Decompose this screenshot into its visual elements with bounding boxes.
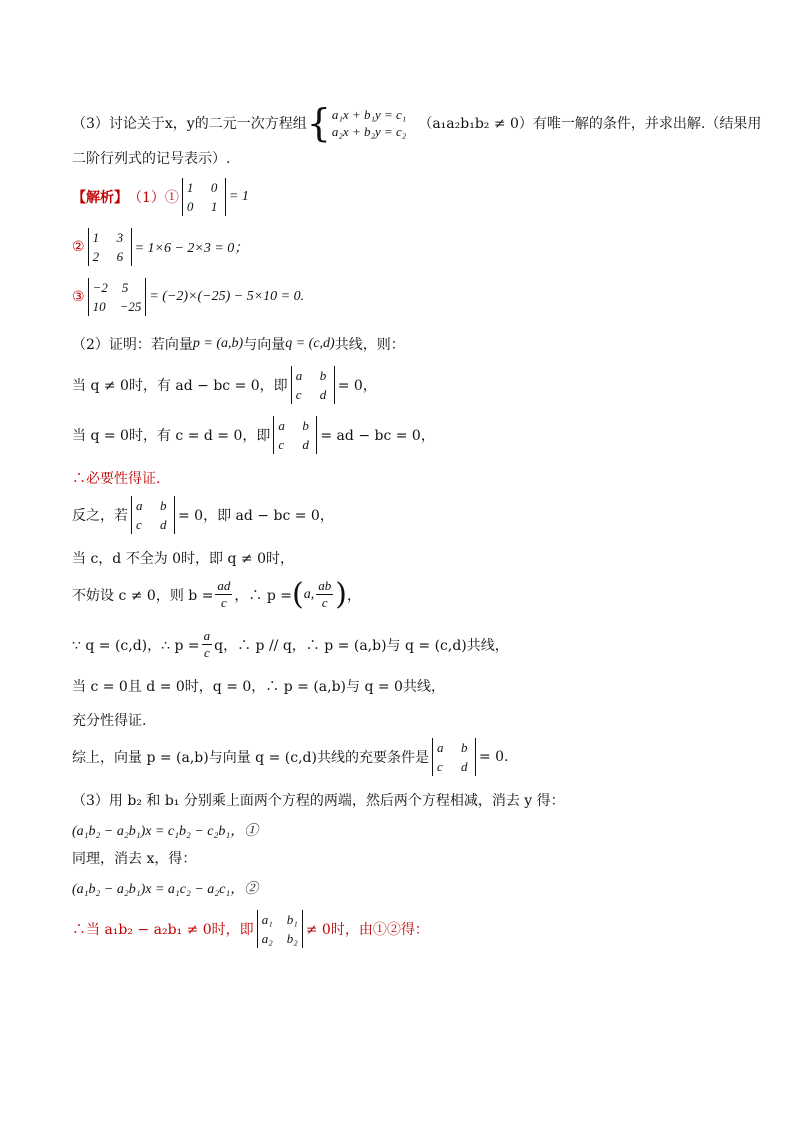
sol2-text: q，∴ p // q，∴ p = (a,b)与 q = (c,d)共线， xyxy=(214,637,509,654)
fraction-ad-c: $\frac{ad}{c}$ xyxy=(217,578,231,610)
solution2-line6 xyxy=(72,548,294,568)
solution-tag: 【解析】 xyxy=(72,190,128,206)
equation-1: a₁x + b₁y = c₁ xyxy=(331,107,407,122)
necessity-proved xyxy=(72,468,160,488)
part1-label: （1）① xyxy=(128,190,179,206)
fraction-ab-c: $\frac{ab}{c}$ xyxy=(318,578,332,610)
equation-2: a₂x + b₂y = c₂ xyxy=(331,124,407,139)
problem3-line1 xyxy=(72,101,762,145)
sol2-text: 不妨设 c ≠ 0，则 b = xyxy=(72,587,214,604)
solution2-line9 xyxy=(72,676,445,696)
determinant-coefficients: a₁ b₁ a₂ b₂ xyxy=(257,910,303,948)
part3-label: ③ xyxy=(72,289,85,305)
sol2-text: 充分性得证. xyxy=(72,713,147,729)
determinant-2: 1 3 2 6 xyxy=(88,228,132,266)
solution2-conclusion xyxy=(72,738,509,776)
paren-close: ) xyxy=(335,576,347,612)
sol2-text: （2）证明：若向量 xyxy=(72,337,193,353)
solution1-line1 xyxy=(72,178,249,216)
solution2-line3 xyxy=(72,416,435,454)
determinant-abcd: a b c d xyxy=(131,496,175,534)
solution3-eq2 xyxy=(72,878,258,898)
solution3-line1 xyxy=(72,790,565,810)
solution2-line2 xyxy=(72,366,377,404)
determinant-3: −2 5 10 −25 xyxy=(88,278,147,316)
sol2-text: 综上，向量 p = (a,b)与向量 q = (c,d)共线的充要条件是 xyxy=(72,750,429,766)
solution1-line2 xyxy=(72,228,248,266)
system-brace: { xyxy=(306,101,331,145)
solution2-line5 xyxy=(72,496,334,534)
sol2-text: a, xyxy=(303,586,315,602)
solution2-line8 xyxy=(72,628,509,661)
sol3-text: 同理，消去 x，得： xyxy=(72,851,197,867)
sol2-text: ， xyxy=(346,587,361,604)
sufficiency-proved xyxy=(72,710,146,730)
solution2-line1 xyxy=(72,334,405,354)
sol2-text: 与向量 xyxy=(243,337,286,353)
vector-p: p = (a,b) xyxy=(192,336,244,351)
fraction-a-c: $\frac{a}{c}$ xyxy=(203,628,211,660)
sol2-text: = 0. xyxy=(478,749,509,765)
sol2-text: 当 q = 0时，有 c = d = 0，即 xyxy=(72,428,271,444)
solution1-line3 xyxy=(72,278,304,316)
problem3-text-b: 有唯一解的条件，并求出解.（结果用 xyxy=(532,116,762,132)
determinant-abcd: a b c d xyxy=(273,416,317,454)
solution3-eq1 xyxy=(72,820,258,840)
sol2-text: 当 c，d 不全为 0时，即 q ≠ 0时， xyxy=(72,551,295,567)
sol3-text: (a₁b₂ − a₂b₁)x = c₁b₂ − c₂b₁，① xyxy=(72,824,259,839)
part2-label: ② xyxy=(72,239,85,255)
sol2-text: ∵ q = (c,d)，∴ p = xyxy=(72,637,200,654)
problem3-condition: （a₁a₂b₁b₂ ≠ 0） xyxy=(418,116,533,132)
solution2-line7 xyxy=(72,578,361,611)
sol2-text: 当 q ≠ 0时，有 ad − bc = 0，即 xyxy=(72,378,288,394)
solution3-line3 xyxy=(72,848,196,868)
problem3-text-c: 二阶行列式的记号表示）. xyxy=(72,151,231,167)
sol2-text: ∴必要性得证. xyxy=(72,471,161,487)
problem3-text-a: （3）讨论关于x，y的二元一次方程组 xyxy=(72,116,307,132)
sol2-text: 共线，则： xyxy=(334,337,405,353)
sol3-text: ∴当 a₁b₂ − a₂b₁ ≠ 0时，即 xyxy=(72,922,254,938)
sol2-text: ，∴ p = xyxy=(234,587,293,604)
vector-q: q = (c,d) xyxy=(285,336,335,351)
sol3-text: ≠ 0时，由①②得： xyxy=(305,922,429,938)
sol3-text: （3）用 b₂ 和 b₁ 分别乘上面两个方程的两端，然后两个方程相减，消去 y 得： xyxy=(72,793,565,809)
sol2-text: = 0， xyxy=(337,378,377,394)
sol2-text: = 0，即 ad − bc = 0， xyxy=(178,508,334,524)
determinant-1: 1 0 0 1 xyxy=(182,178,226,216)
result-1: = 1 xyxy=(228,189,249,204)
determinant-abcd: a b c d xyxy=(291,366,335,404)
solution3-line5 xyxy=(72,910,429,948)
result-2: = 1×6 − 2×3 = 0； xyxy=(134,241,249,256)
sol3-text: (a₁b₂ − a₂b₁)x = a₁c₂ − a₂c₁，② xyxy=(72,882,259,897)
sol2-text: 反之，若 xyxy=(72,508,128,524)
result-3: = (−2)×(−25) − 5×10 = 0. xyxy=(149,289,305,304)
sol2-text: 当 c = 0且 d = 0时，q = 0，∴ p = (a,b)与 q = 0共线， xyxy=(72,679,445,695)
equation-system xyxy=(332,106,406,140)
determinant-abcd: a b c d xyxy=(432,738,476,776)
paren-open: ( xyxy=(292,576,304,612)
problem3-line2 xyxy=(72,148,230,168)
sol2-text: = ad − bc = 0， xyxy=(320,428,435,444)
